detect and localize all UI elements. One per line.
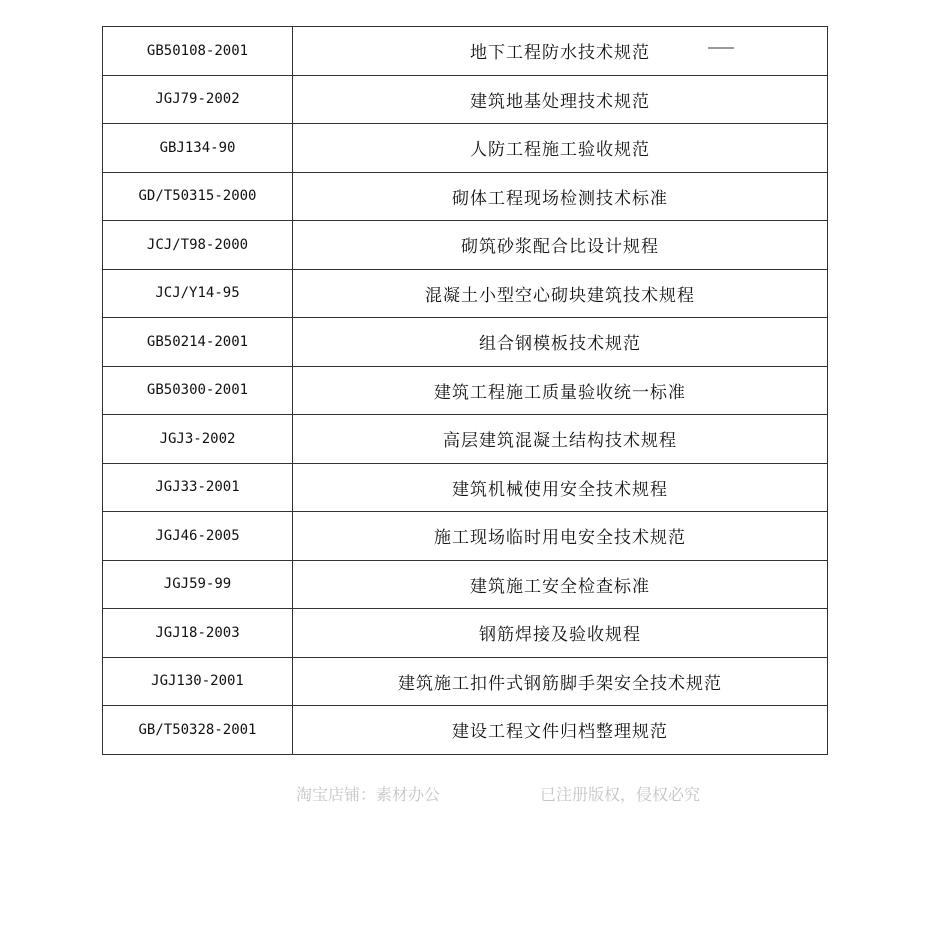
table-row <box>103 172 828 221</box>
standard-code: JGJ33-2001 <box>103 463 293 512</box>
table-row <box>103 318 828 367</box>
standard-name: 地下工程防水技术规范 <box>293 27 828 76</box>
standard-name: 砌体工程现场检测技术标准 <box>293 172 828 221</box>
standard-code: JGJ79-2002 <box>103 75 293 124</box>
table-row <box>103 512 828 561</box>
table-row <box>103 124 828 173</box>
standard-name: 建设工程文件归档整理规范 <box>293 706 828 755</box>
standard-code: JGJ59-99 <box>103 560 293 609</box>
table-row <box>103 706 828 755</box>
standard-name: 砌筑砂浆配合比设计规程 <box>293 221 828 270</box>
dash-mark <box>708 47 734 49</box>
footer <box>0 782 927 806</box>
standard-name: 建筑施工扣件式钢筋脚手架安全技术规范 <box>293 657 828 706</box>
standard-code: JGJ130-2001 <box>103 657 293 706</box>
table-row <box>103 366 828 415</box>
shop-watermark-text: 淘宝店铺：素材办公 <box>296 785 441 804</box>
table-row <box>103 415 828 464</box>
standard-code: GB50300-2001 <box>103 366 293 415</box>
standard-code: GB50108-2001 <box>103 27 293 76</box>
table-row <box>103 463 828 512</box>
table-row <box>103 609 828 658</box>
table-row <box>103 221 828 270</box>
standard-name: 组合钢模板技术规范 <box>293 318 828 367</box>
table-row <box>103 27 828 76</box>
standard-name: 建筑工程施工质量验收统一标准 <box>293 366 828 415</box>
standard-code: JGJ18-2003 <box>103 609 293 658</box>
standard-code: JCJ/T98-2000 <box>103 221 293 270</box>
standard-code: GBJ134-90 <box>103 124 293 173</box>
standard-name: 高层建筑混凝土结构技术规程 <box>293 415 828 464</box>
standard-code: JGJ46-2005 <box>103 512 293 561</box>
standard-code: GB/T50328-2001 <box>103 706 293 755</box>
table-row <box>103 269 828 318</box>
copyright-watermark-text: 已注册版权，侵权必究 <box>540 785 701 804</box>
standard-code: GB50214-2001 <box>103 318 293 367</box>
standards-table <box>102 26 828 755</box>
table-row <box>103 560 828 609</box>
standard-name: 钢筋焊接及验收规程 <box>293 609 828 658</box>
standard-code: JGJ3-2002 <box>103 415 293 464</box>
standard-name: 人防工程施工验收规范 <box>293 124 828 173</box>
table-row <box>103 657 828 706</box>
standard-name: 混凝土小型空心砌块建筑技术规程 <box>293 269 828 318</box>
table-row <box>103 75 828 124</box>
standard-name: 施工现场临时用电安全技术规范 <box>293 512 828 561</box>
standard-name: 建筑施工安全检查标准 <box>293 560 828 609</box>
standard-name: 建筑地基处理技术规范 <box>293 75 828 124</box>
standard-code: GD/T50315-2000 <box>103 172 293 221</box>
standard-code: JCJ/Y14-95 <box>103 269 293 318</box>
standard-name: 建筑机械使用安全技术规程 <box>293 463 828 512</box>
